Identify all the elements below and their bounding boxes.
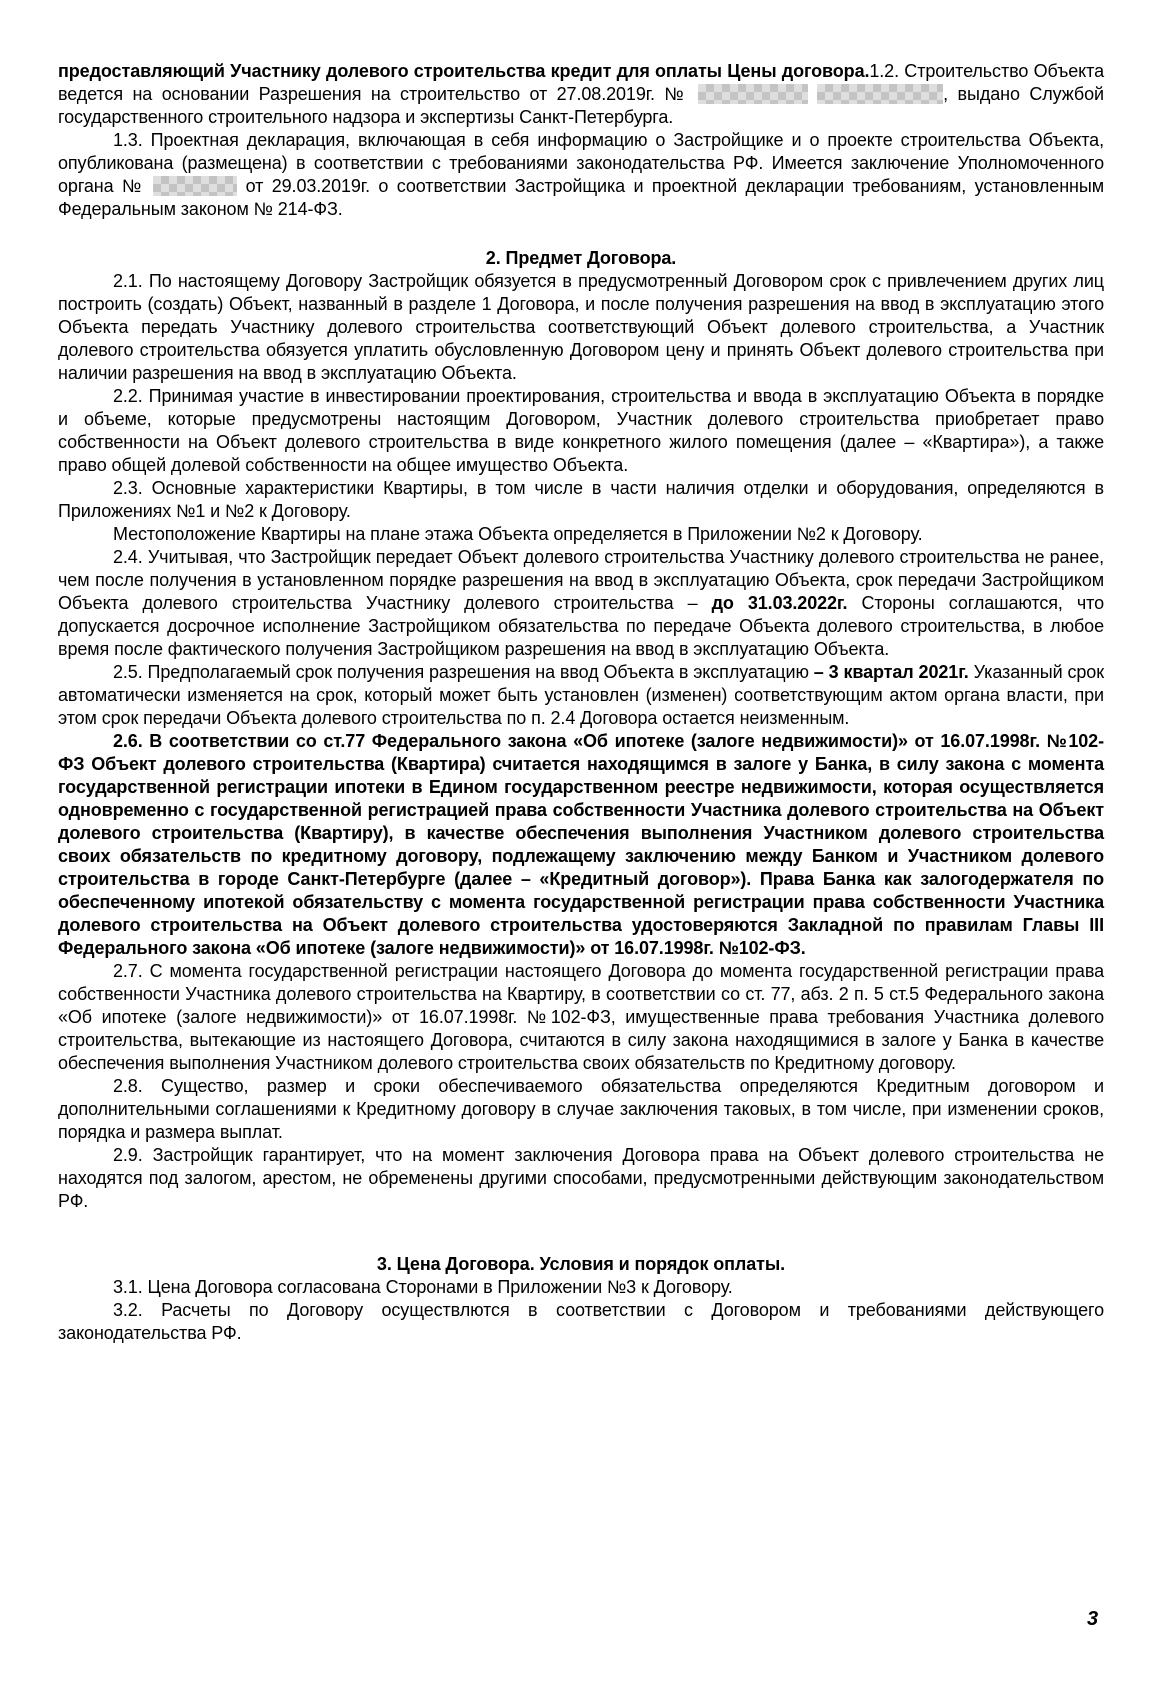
text-run: 2. Предмет Договора.	[485, 248, 677, 268]
para-2-3	[58, 477, 1104, 523]
heading-section-2	[58, 247, 1104, 270]
para-1-2-continuation	[58, 60, 1104, 129]
para-2-2	[58, 385, 1104, 477]
text-run: 2.7. С момента государственной регистрации настоящего Договора до момента государственной регистрации права собственности Участника долевого строительства на Квартиру, в соответствии со ст. 77, абз. 2 п. 5 ст.5 Федерального закона «Об ипотеке (залоге недвижимости)» от 16.07.1998г. №102-ФЗ, имущественные права требования Участника долевого строительства, вытекающие из настоящего Договора, считаются в силу закона находящимися в залоге у Банка в качестве обеспечения выполнения Участником долевого строительства своих обязательств по Кредитному договору.	[58, 961, 1104, 1073]
para-2-6	[58, 730, 1104, 960]
text-run: до 31.03.2022г.	[711, 593, 848, 613]
para-2-8	[58, 1075, 1104, 1144]
para-2-1	[58, 270, 1104, 385]
text-run: 2.1. По настоящему Договору Застройщик обязуется в предусмотренный Договором срок с привлечением других лиц построить (создать) Объект, названный в разделе 1 Договора, и после получения разрешения на ввод в эксплуатацию этого Объекта передать Участнику долевого строительства соответствующий Объект долевого строительства, а Участник долевого строительства обязуется уплатить обусловленную Договором цену и принять Объект долевого строительства при наличии разрешения на ввод в эксплуатацию Объекта.	[58, 271, 1104, 383]
text-run: 2.2. Принимая участие в инвестировании проектирования, строительства и ввода в эксплуатацию Объекта в порядке и объеме, которые предусмотрены настоящим Договором, Участник долевого строительства приобретает право собственности на Объект долевого строительства в виде конкретного жилого помещения (далее – «Квартира»), а также право общей долевой собственности на общее имущество Объекта.	[58, 386, 1104, 475]
text-run: 1.2. Строительство Объекта ведется на основании Разрешения на строительство от 27.08.2019г. №	[58, 61, 1104, 104]
text-run: 3. Цена Договора. Условия и порядок оплаты.	[376, 1254, 786, 1274]
text-run: 3.1. Цена Договора согласована Сторонами в Приложении №3 к Договору.	[113, 1277, 733, 1297]
para-2-9	[58, 1144, 1104, 1213]
para-2-4	[58, 546, 1104, 661]
para-2-3-location	[58, 523, 1104, 546]
text-run	[808, 84, 817, 104]
text-run: , выдано Службой государственного строительного надзора и экспертизы Санкт-Петербурга.	[58, 84, 1104, 127]
text-run: 2.5. Предполагаемый срок получения разрешения на ввод Объекта в эксплуатацию	[113, 662, 814, 682]
text-run: 3.2. Расчеты по Договору осуществлются в соответствии с Договором и требованиями действующего законодательства РФ.	[58, 1300, 1104, 1343]
redaction-block	[153, 176, 237, 196]
redaction-block	[817, 84, 943, 104]
text-run: 2.4. Учитывая, что Застройщик передает Объект долевого строительства Участнику долевого строительства не ранее, чем после получения в установленном порядке разрешения на ввод в эксплуатацию Объекта, срок передачи Застройщиком Объекта долевого строительства Участнику долевого строительства –	[58, 547, 1104, 613]
redaction-block	[698, 84, 808, 104]
text-run: Местоположение Квартиры на плане этажа Объекта определяется в Приложении №2 к Договору.	[113, 524, 923, 544]
heading-section-3	[58, 1253, 1104, 1276]
text-run: от 29.03.2019г. о соответствии Застройщика и проектной декларации требованиям, установленным Федеральным законом № 214-ФЗ.	[58, 176, 1104, 219]
text-run: Указанный срок автоматически изменяется на срок, который может быть установлен (изменен) соответствующим актом органа власти, при этом срок передачи Объекта долевого строительства по п. 2.4 Договора остается неизменным.	[58, 662, 1104, 728]
document-body	[58, 60, 1104, 1345]
text-run: Стороны соглашаются, что допускается досрочное исполнение Застройщиком обязательства по передаче Объекта долевого строительства, в любое время после фактического получения Застройщиком разрешения на ввод в эксплуатацию Объекта.	[58, 593, 1104, 659]
para-3-2	[58, 1299, 1104, 1345]
para-2-7	[58, 960, 1104, 1075]
page-number: 3	[1086, 1608, 1098, 1630]
text-run: – 3 квартал 2021г.	[813, 662, 969, 682]
para-2-5	[58, 661, 1104, 730]
text-run: 2.8. Существо, размер и сроки обеспечиваемого обязательства определяются Кредитным договором и дополнительными соглашениями к Кредитному договору в случае заключения таковых, в том числе, при изменении сроков, порядка и размера выплат.	[58, 1076, 1104, 1142]
text-run: предоставляющий Участнику долевого строительства кредит для оплаты Цены договора.	[58, 61, 870, 81]
para-3-1	[58, 1276, 1104, 1299]
text-run: 2.6. В соответствии со ст.77 Федерального закона «Об ипотеке (залоге недвижимости)» от 16.07.1998г. №102-ФЗ Объект долевого строительства (Квартира) считается находящимся в залоге у Банка, в силу закона с момента государственной регистрации ипотеки в Едином государственном реестре недвижимости, которая осуществляется одновременно с государственной регистрацией права собственности Участника долевого строительства на Объект долевого строительства (Квартиру), в качестве обеспечения выполнения Участником долевого строительства своих обязательств по кредитному договору, подлежащему заключению между Банком и Участником долевого строительства в городе Санкт-Петербурге (далее – «Кредитный договор»). Права Банка как залогодержателя по обеспеченному ипотекой обязательству с момента государственной регистрации права собственности Участника долевого строительства на Объект долевого строительства удостоверяются Закладной по правилам Главы III Федерального закона «Об ипотеке (залоге недвижимости)» от 16.07.1998г. №102-ФЗ.	[58, 731, 1104, 958]
text-run: 2.3. Основные характеристики Квартиры, в том числе в части наличия отделки и оборудования, определяются в Приложениях №1 и №2 к Договору.	[58, 478, 1104, 521]
text-run: 1.3. Проектная декларация, включающая в себя информацию о Застройщике и о проекте строительства Объекта, опубликована (размещена) в соответствии с требованиями законодательства РФ. Имеется заключение Уполномоченного органа №	[58, 130, 1104, 196]
para-1-3	[58, 129, 1104, 221]
text-run: 2.9. Застройщик гарантирует, что на момент заключения Договора права на Объект долевого строительства не находятся под залогом, арестом, не обременены другими способами, предусмотренными действующим законодательством РФ.	[58, 1145, 1104, 1211]
